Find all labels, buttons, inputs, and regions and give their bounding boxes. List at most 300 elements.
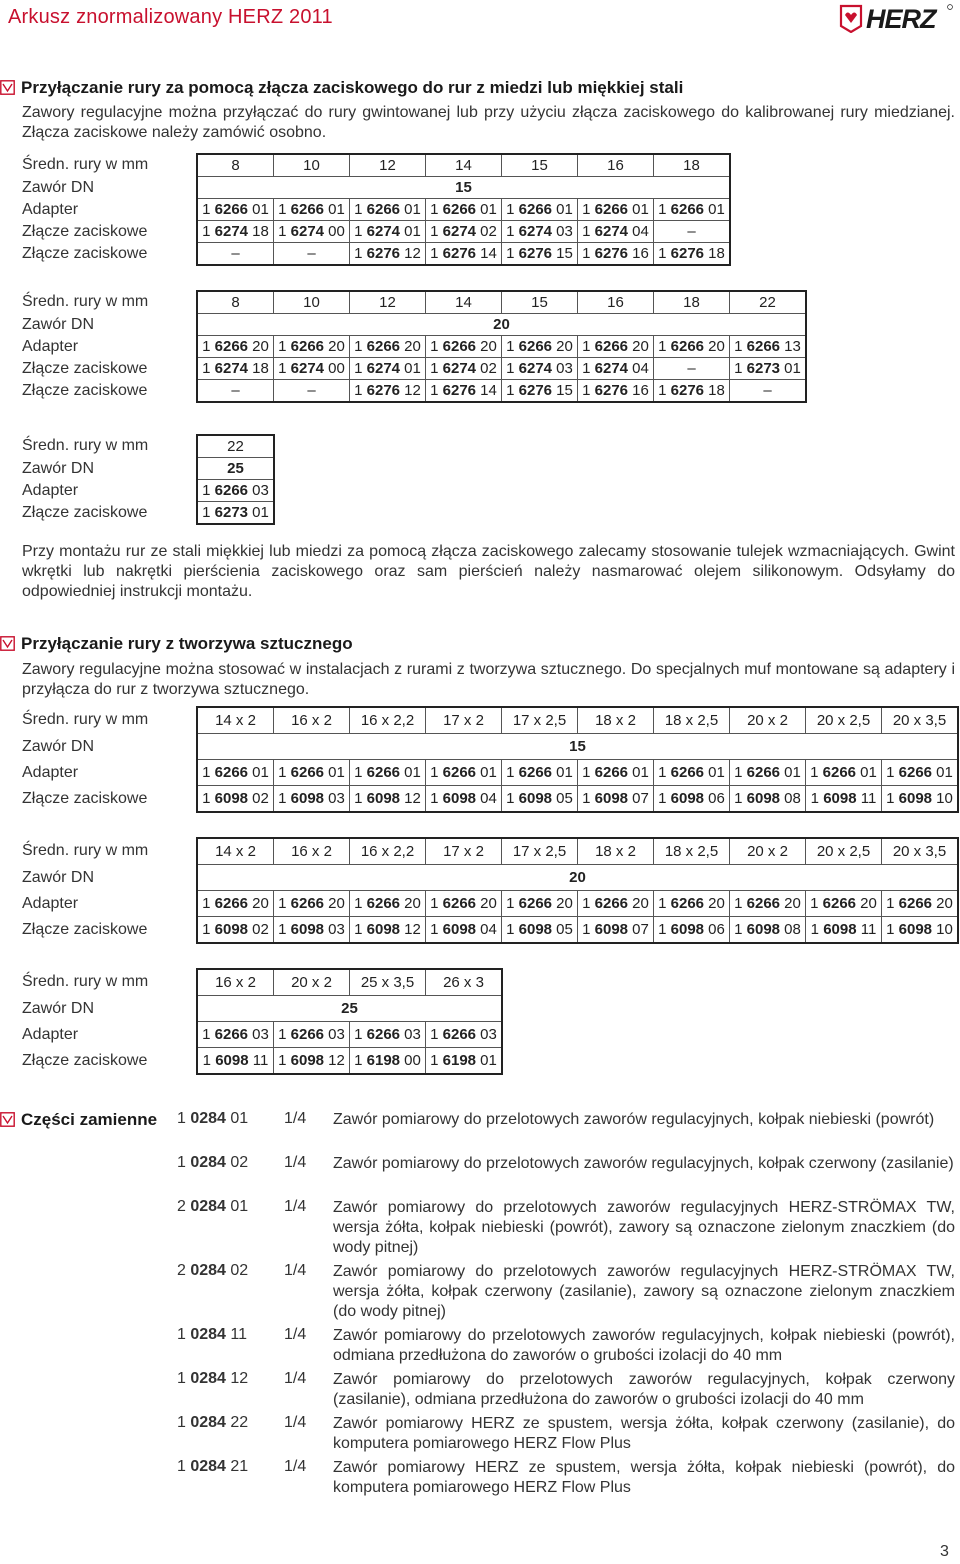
fitting_b-cell: [197, 380, 274, 403]
code-suffix: 22: [225, 1414, 249, 1431]
code-suffix: 02: [225, 1154, 249, 1171]
code-suffix: 20: [704, 338, 725, 355]
table-row-fitting: [22, 786, 958, 813]
code-main: 6276: [442, 382, 477, 399]
fitting_b-cell: [578, 243, 654, 266]
adapter-cell: [806, 760, 882, 786]
code-main: 6098: [746, 921, 781, 938]
adapter-cell: [730, 336, 807, 358]
row-label: Złącze zaciskowe: [22, 244, 148, 262]
code-suffix: 14: [476, 245, 497, 262]
code-prefix: 1: [506, 201, 519, 218]
code-suffix: 18: [704, 382, 725, 399]
code-suffix: 02: [476, 360, 497, 377]
code-prefix: 1: [354, 1052, 367, 1069]
code-suffix: 20: [856, 895, 877, 912]
fitting-cell: [274, 786, 350, 813]
code-prefix: 1: [354, 764, 367, 781]
fitting_b-cell: [274, 243, 350, 266]
diam-cell: 12: [350, 291, 426, 314]
fitting_b-cell: [350, 380, 426, 403]
code-suffix: 07: [628, 790, 649, 807]
code-prefix: 1: [278, 201, 291, 218]
fitting-cell: [882, 786, 959, 813]
code-prefix: 1: [506, 790, 519, 807]
spare-part-description: Zawór pomiarowy do przelotowych zaworów regulacyjnych HERZ-STRÖMAX TW, wersja żółta, kołpak niebieski (powrót), zawory są oznaczone zielonym znaczkiem (do wody pitnej): [333, 1199, 955, 1256]
code-suffix: 03: [324, 790, 345, 807]
spare-part-qty: 1/4: [284, 1458, 307, 1475]
code-suffix: 16: [628, 382, 649, 399]
adapter-cell: [197, 336, 274, 358]
code-suffix: 12: [225, 1370, 249, 1387]
fitting-cell: [274, 1048, 350, 1075]
code-suffix: 12: [400, 382, 421, 399]
code-main: 6098: [898, 921, 933, 938]
adapter-cell: [350, 336, 426, 358]
adapter-cell: [578, 199, 654, 221]
code-prefix: 1: [810, 895, 823, 912]
spare-part-code: [177, 1370, 248, 1388]
diam-cell: 18 x 2,5: [654, 707, 730, 734]
code-suffix: 16: [628, 245, 649, 262]
table-row-adapter: [22, 199, 730, 221]
fitting_b-cell: [502, 243, 578, 266]
code-prefix: 1: [658, 338, 671, 355]
code-suffix: 20: [552, 338, 573, 355]
code-main: 6266: [366, 201, 401, 218]
code-prefix: 1: [582, 245, 595, 262]
code-suffix: 20: [780, 895, 801, 912]
code-main: 6098: [215, 1052, 249, 1069]
row-label: Adapter: [22, 481, 79, 499]
fitting_a-cell: [426, 358, 502, 380]
code-main: 6266: [442, 1026, 477, 1043]
spare-part-code: [177, 1414, 248, 1432]
fitting_b-cell: [350, 243, 426, 266]
fitting_a-cell: [197, 502, 274, 525]
code-main: 6274: [290, 223, 325, 240]
code-prefix: –: [231, 382, 240, 399]
code-main: 6276: [518, 382, 553, 399]
code-prefix: 1: [582, 223, 595, 240]
row-label: Adapter: [22, 1025, 79, 1043]
plastic-table-dn20: [22, 837, 959, 944]
code-prefix: 1: [506, 895, 519, 912]
svg-text:HERZ: HERZ: [866, 4, 936, 33]
code-suffix: 10: [932, 790, 953, 807]
code-main: 6276: [594, 382, 629, 399]
dn-cell: 15: [197, 177, 730, 199]
code-prefix: 1: [886, 895, 899, 912]
code-prefix: 2: [177, 1198, 191, 1215]
dn-cell: 25: [197, 996, 502, 1022]
plastic-table-dn25: [22, 968, 503, 1075]
adapter-cell: [578, 760, 654, 786]
code-suffix: 15: [552, 245, 573, 262]
row-label: Adapter: [22, 200, 79, 218]
dn-cell: 20: [197, 314, 806, 336]
code-prefix: 1: [582, 338, 595, 355]
fitting_a-cell: [350, 221, 426, 243]
diam-cell: 20 x 2: [730, 838, 806, 865]
code-prefix: 1: [202, 764, 215, 781]
copper-table-dn25: [22, 434, 275, 525]
adapter-cell: [578, 336, 654, 358]
code-main: 6266: [518, 895, 553, 912]
fitting_a-cell: [197, 221, 274, 243]
page-number: 3: [940, 1543, 949, 1560]
checkbox-icon: [0, 636, 15, 651]
code-suffix: 18: [248, 360, 269, 377]
table-row-fitting_a: [22, 502, 274, 525]
spare-part-description: Zawór pomiarowy HERZ ze spustem, wersja żółta, kołpak czerwony (zasilanie), do komputera pomiarowego HERZ Flow Plus: [333, 1415, 955, 1452]
code-prefix: 1: [658, 895, 671, 912]
table-row-dn: [22, 177, 730, 199]
fitting_a-cell: [578, 221, 654, 243]
diam-cell: 20 x 2,5: [806, 707, 882, 734]
spare-part-description: Zawór pomiarowy do przelotowych zaworów regulacyjnych HERZ-STRÖMAX TW, wersja żółta, kołpak czerwony (zasilanie), zawory są oznaczone zielonym znaczkiem (do wody pitnej): [333, 1263, 955, 1320]
adapter-cell: [274, 336, 350, 358]
fitting_a-cell: [350, 358, 426, 380]
diam-cell: 20 x 3,5: [882, 707, 959, 734]
code-main: 6276: [518, 245, 553, 262]
code-main: 6098: [670, 921, 705, 938]
fitting_b-cell: [197, 243, 274, 266]
code-prefix: 1: [430, 790, 443, 807]
herz-logo: [838, 3, 954, 33]
code-suffix: 04: [476, 921, 497, 938]
fitting-cell: [426, 1048, 503, 1075]
row-label: Zawór DN: [22, 999, 95, 1017]
code-prefix: 1: [354, 1026, 367, 1043]
table-row-adapter: [22, 1022, 502, 1048]
code-suffix: 12: [324, 1052, 345, 1069]
document-title: Arkusz znormalizowany HERZ 2011: [8, 6, 333, 28]
code-prefix: –: [307, 245, 316, 262]
code-prefix: –: [307, 382, 316, 399]
adapter-cell: [502, 199, 578, 221]
code-main: 6266: [290, 764, 325, 781]
code-main: 6266: [214, 895, 249, 912]
row-label: Adapter: [22, 763, 79, 781]
code-main: 6098: [214, 790, 249, 807]
row-label: Złącze zaciskowe: [22, 920, 148, 938]
code-main: 6266: [214, 201, 249, 218]
adapter-cell: [197, 1022, 274, 1048]
code-prefix: 1: [202, 360, 215, 377]
code-main: 6274: [214, 223, 249, 240]
adapter-cell: [654, 891, 730, 917]
code-main: 6276: [366, 245, 401, 262]
adapter-cell: [654, 199, 731, 221]
diam-cell: 16: [578, 291, 654, 314]
table-row-diam: [22, 291, 806, 314]
code-main: 6266: [214, 1026, 249, 1043]
code-main: 6098: [290, 1052, 325, 1069]
code-suffix: 13: [780, 338, 801, 355]
code-prefix: 1: [278, 360, 291, 377]
code-main: 6266: [746, 338, 781, 355]
diam-cell: 17 x 2,5: [502, 838, 578, 865]
table-row-diam: [22, 838, 958, 865]
copper-table-dn20: [22, 290, 807, 403]
adapter-cell: [426, 199, 502, 221]
spare-part-description: Zawór pomiarowy HERZ ze spustem, wersja żółta, kołpak niebieski (powrót), do komputera pomiarowego HERZ Flow Plus: [333, 1459, 955, 1496]
code-main: 6266: [594, 338, 629, 355]
adapter-cell: [730, 891, 806, 917]
code-prefix: 1: [202, 1052, 216, 1069]
code-prefix: 1: [658, 764, 671, 781]
fitting-cell: [426, 917, 502, 944]
spare-part-qty: 1/4: [284, 1326, 307, 1343]
code-suffix: 00: [324, 223, 345, 240]
fitting-cell: [197, 917, 274, 944]
row-label: Złącze zaciskowe: [22, 503, 148, 521]
table-row-fitting_b: [22, 380, 806, 403]
code-main: 6098: [746, 790, 781, 807]
code-main: 0284: [190, 1326, 226, 1343]
table-row-diam: [22, 707, 958, 734]
code-suffix: 01: [400, 223, 421, 240]
code-suffix: 15: [552, 382, 573, 399]
code-main: 0284: [190, 1198, 226, 1215]
spare-part-qty: 1/4: [284, 1414, 307, 1431]
diam-cell: 16 x 2: [197, 969, 274, 996]
adapter-cell: [654, 336, 730, 358]
code-prefix: 1: [278, 764, 291, 781]
code-main: 6266: [214, 338, 249, 355]
adapter-cell: [350, 199, 426, 221]
diam-cell: 20 x 2,5: [806, 838, 882, 865]
row-label: Zawór DN: [22, 178, 95, 196]
table-row-diam: [22, 435, 274, 458]
code-prefix: 1: [354, 360, 367, 377]
code-main: 6266: [594, 764, 629, 781]
code-suffix: 20: [932, 895, 953, 912]
code-suffix: 20: [400, 338, 421, 355]
code-main: 6098: [366, 790, 401, 807]
code-prefix: 1: [430, 360, 443, 377]
code-prefix: 1: [582, 382, 595, 399]
diam-cell: 20 x 2: [274, 969, 350, 996]
code-main: 6198: [442, 1052, 477, 1069]
code-prefix: 1: [278, 895, 291, 912]
code-prefix: 1: [354, 921, 367, 938]
code-main: 6266: [822, 895, 857, 912]
table-row-diam: [22, 969, 502, 996]
table-row-dn: [22, 996, 502, 1022]
fitting-cell: [350, 917, 426, 944]
code-main: 6276: [594, 245, 629, 262]
code-main: 6266: [290, 895, 325, 912]
code-prefix: 1: [658, 382, 671, 399]
code-suffix: 05: [552, 790, 573, 807]
code-main: 6098: [670, 790, 705, 807]
code-prefix: 1: [354, 223, 367, 240]
code-suffix: 11: [856, 921, 877, 938]
code-suffix: 20: [400, 895, 421, 912]
code-main: 0284: [190, 1458, 226, 1475]
code-suffix: 08: [780, 921, 801, 938]
code-suffix: 03: [248, 482, 269, 499]
code-suffix: 21: [225, 1458, 249, 1475]
fitting-cell: [350, 786, 426, 813]
row-label: Złącze zaciskowe: [22, 359, 148, 377]
code-suffix: 08: [780, 790, 801, 807]
code-suffix: 14: [476, 382, 497, 399]
code-main: 6266: [670, 201, 705, 218]
row-label: Średn. rury w mm: [22, 293, 149, 311]
code-suffix: 06: [704, 790, 725, 807]
code-suffix: 03: [324, 1026, 345, 1043]
diam-cell: 10: [274, 154, 350, 177]
row-label: Adapter: [22, 337, 79, 355]
code-prefix: –: [687, 360, 696, 377]
code-main: 6266: [518, 338, 553, 355]
diam-cell: 17 x 2,5: [502, 707, 578, 734]
code-prefix: 1: [430, 338, 443, 355]
code-prefix: 1: [177, 1414, 191, 1431]
code-main: 6274: [214, 360, 249, 377]
table-row-diam: [22, 154, 730, 177]
diam-cell: 26 x 3: [426, 969, 503, 996]
code-suffix: 00: [400, 1052, 421, 1069]
code-suffix: 01: [248, 504, 269, 521]
code-suffix: 20: [704, 895, 725, 912]
code-suffix: 01: [780, 360, 801, 377]
code-suffix: 01: [324, 764, 345, 781]
code-prefix: 1: [582, 790, 595, 807]
fitting-cell: [730, 786, 806, 813]
spare-part-qty: 1/4: [284, 1154, 307, 1171]
code-main: 6266: [442, 201, 477, 218]
code-prefix: 1: [430, 1026, 443, 1043]
code-main: 6266: [366, 895, 401, 912]
spare-part-qty: 1/4: [284, 1370, 307, 1387]
code-main: 6266: [746, 764, 781, 781]
fitting_a-cell: [426, 221, 502, 243]
adapter-cell: [426, 1022, 503, 1048]
table-row-adapter: [22, 760, 958, 786]
code-prefix: 1: [506, 245, 519, 262]
code-suffix: 20: [552, 895, 573, 912]
diam-cell: 14 x 2: [197, 707, 274, 734]
code-suffix: 01: [400, 764, 421, 781]
page-header: [0, 0, 960, 40]
fitting-cell: [502, 917, 578, 944]
fitting_a-cell: [654, 221, 731, 243]
checkbox-icon: [0, 80, 15, 95]
adapter-cell: [578, 891, 654, 917]
table-row-fitting_b: [22, 243, 730, 266]
code-main: 6274: [594, 223, 629, 240]
adapter-cell: [882, 760, 959, 786]
code-prefix: 1: [430, 245, 443, 262]
row-label: Średn. rury w mm: [22, 437, 149, 455]
spare-part-code: [177, 1262, 248, 1280]
fitting-cell: [274, 917, 350, 944]
diam-cell: 22: [197, 435, 274, 458]
spare-part-qty: 1/4: [284, 1198, 307, 1215]
code-suffix: 20: [324, 338, 345, 355]
code-suffix: 01: [476, 1052, 497, 1069]
code-prefix: 1: [177, 1110, 191, 1127]
diam-cell: 18: [654, 154, 731, 177]
code-prefix: 1: [658, 201, 671, 218]
diam-cell: 14 x 2: [197, 838, 274, 865]
diam-cell: 8: [197, 154, 274, 177]
code-main: 6098: [214, 921, 249, 938]
code-suffix: 11: [225, 1326, 247, 1343]
row-label: Średn. rury w mm: [22, 156, 149, 174]
code-suffix: 01: [552, 201, 573, 218]
spare-parts-title: Części zamienne: [0, 1110, 157, 1130]
code-main: 6266: [898, 764, 933, 781]
code-suffix: 20: [628, 895, 649, 912]
code-prefix: 1: [202, 921, 215, 938]
code-suffix: 18: [248, 223, 269, 240]
row-label: Adapter: [22, 894, 79, 912]
code-main: 6098: [594, 921, 629, 938]
code-prefix: 1: [354, 338, 367, 355]
fitting_b-cell: [730, 380, 807, 403]
code-suffix: 01: [628, 764, 649, 781]
diam-cell: 14: [426, 154, 502, 177]
code-suffix: 04: [628, 360, 649, 377]
code-suffix: 20: [248, 338, 269, 355]
adapter-cell: [502, 336, 578, 358]
table-row-adapter: [22, 336, 806, 358]
table-row-adapter: [22, 480, 274, 502]
code-prefix: 1: [177, 1326, 191, 1343]
code-prefix: 1: [177, 1370, 191, 1387]
fitting_a-cell: [502, 358, 578, 380]
diam-cell: 18 x 2: [578, 838, 654, 865]
fitting_a-cell: [274, 221, 350, 243]
adapter-cell: [502, 760, 578, 786]
code-prefix: 1: [582, 201, 595, 218]
table-row-fitting_a: [22, 221, 730, 243]
code-prefix: 1: [582, 360, 595, 377]
code-suffix: 01: [932, 764, 953, 781]
adapter-cell: [274, 760, 350, 786]
diam-cell: 12: [350, 154, 426, 177]
code-prefix: 1: [430, 1052, 443, 1069]
fitting-cell: [350, 1048, 426, 1075]
code-suffix: 01: [248, 201, 269, 218]
row-label: Średn. rury w mm: [22, 711, 149, 729]
copper-table-dn15: [22, 153, 731, 266]
table-row-fitting: [22, 917, 958, 944]
code-main: 6266: [518, 201, 553, 218]
dn-cell: 15: [197, 734, 958, 760]
spare-part-qty: 1/4: [284, 1262, 307, 1279]
adapter-cell: [197, 480, 274, 502]
spare-part-code: [177, 1154, 248, 1172]
code-prefix: 1: [430, 921, 443, 938]
code-main: 6266: [442, 338, 477, 355]
code-main: 6098: [290, 790, 325, 807]
diam-cell: 16: [578, 154, 654, 177]
code-main: 6274: [594, 360, 629, 377]
code-main: 6098: [442, 921, 477, 938]
diam-cell: 18: [654, 291, 730, 314]
adapter-cell: [274, 891, 350, 917]
diam-cell: 15: [502, 291, 578, 314]
code-prefix: 1: [278, 921, 291, 938]
code-main: 6273: [746, 360, 781, 377]
adapter-cell: [806, 891, 882, 917]
